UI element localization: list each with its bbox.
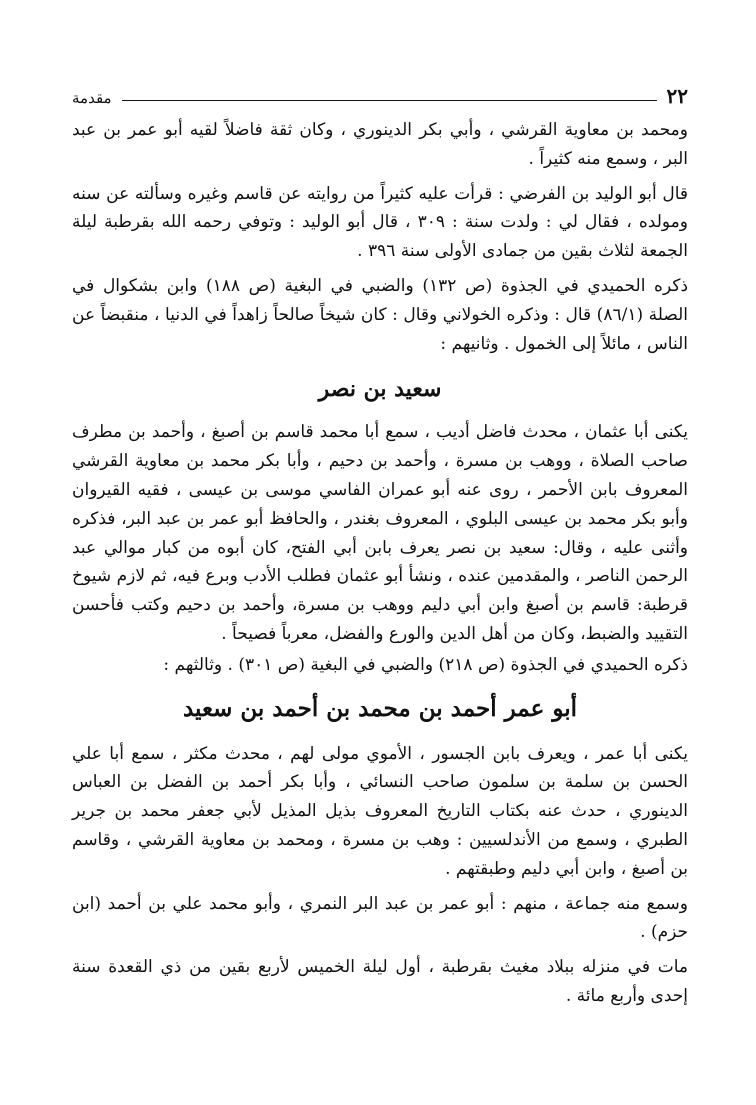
heading-said-ibn-nasr: سعيد بن نصر: [318, 376, 442, 403]
paragraph-3: ذكره الحميدي في الجذوة (ص ١٣٢) والضبي في البغية (ص ١٨٨) وابن بشكوال في الصلة (٨٦/١) قال : وذكره الخولاني وقال : كان شيخاً صالحاً زاهداً في الدنيا ، منقبضاً عن الناس ، مائلاً إلى الخمول . وثانيهم :: [72, 275, 689, 354]
paragraph-2: قال أبو الوليد بن الفرضي : قرأت عليه كثيراً من روايته عن قاسم وغيره وسألته عن سنه ومولده ، فقال لي : ولدت سنة : ٣٠٩ ، قال أبو الوليد : وتوفي رحمه الله بقرطبة ليلة الجمعة لثلاث بقين من جمادى الأولى سنة ٣٩٦ .: [72, 183, 688, 262]
heading-abu-umar-ahmad: أبو عمر أحمد بن محمد بن أحمد بن سعيد: [182, 694, 578, 722]
paragraph-5: ذكره الحميدي في الجذوة (ص ٢١٨) والضبي في البغية (ص ٣٠١) . وثالثهم :: [163, 654, 688, 675]
paragraph-4: يكنى أبا عثمان ، محدث فاضل أديب ، سمع أبا محمد قاسم بن أصبغ ، وأحمد بن مطرف صاحب الصلاة ، ووهب بن مسرة ، وأحمد بن دحيم ، وأبا بكر محمد بن معاوية القرشي المعروف بابن الأحمر ، روى عنه أبو عمران الفاسي موسى بن عيسى ، فقيه القيروان وأبو بكر محمد بن عيسى البلوي ، المعروف بغندر ، والحافظ أبو عمر بن عبد البر، فذكره وأثنى عليه ، وقال: سعيد بن نصر يعرف بابن أبي الفتح، كان أبوه من كبار موالي عبد الرحمن الناصر ، والمقدمين عنده ، ونشأ أبو عثمان فطلب الأدب وبرع فيه، ثم لازم شيوخ قرطبة: قاسم بن أصبغ وابن أبي دليم ووهب بن مسرة، وأحمد بن دحيم وكتب فأحسن التقييد والضبط، وكان من أهل الدين والورع والفضل، معرباً فصيحاً .: [72, 422, 688, 644]
header-rule: [122, 100, 657, 101]
paragraph-7: وسمع منه جماعة ، منهم : أبو عمر بن عبد البر النمري ، وأبو محمد علي بن أحمد (ابن حزم) .: [72, 893, 688, 943]
paragraph-1: ومحمد بن معاوية القرشي ، وأبي بكر الدينوري ، وكان ثقة فاضلاً لقيه أبو عمر بن عبد البر ، وسمع منه كثيراً .: [72, 120, 688, 169]
paragraph-6: يكنى أبا عمر ، ويعرف بابن الجسور ، الأموي مولى لهم ، محدث مكثر ، سمع أبا علي الحسن بن سلمة بن سلمون صاحب النسائي ، وأبا بكر أحمد بن الفضل بن العباس الدينوري ، حدث عنه بكتاب التاريخ المعروف بذيل المذيل لأبي جعفر محمد بن جرير الطبري ، وسمع من الأندلسيين : وهب بن مسرة ، ومحمد بن معاوية القرشي ، وقاسم بن أصبغ ، وابن أبي دليم وطبقتهم .: [72, 743, 688, 879]
page-number: ٢٢: [666, 84, 688, 108]
running-header: [72, 84, 688, 106]
paragraph-8: مات في منزله ببلاد مغيث بقرطبة ، أول ليلة الخميس لأربع بقين من ذي القعدة سنة إحدى وأربع مائة .: [72, 957, 688, 1006]
section-title: مقدمة: [72, 89, 112, 107]
